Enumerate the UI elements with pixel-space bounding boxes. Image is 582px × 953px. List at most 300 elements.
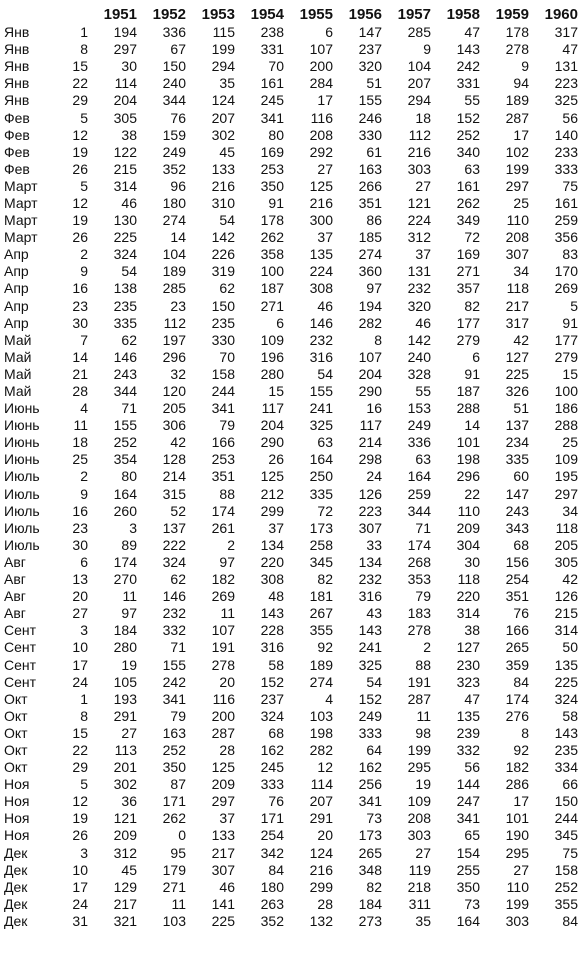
value-cell: 298: [358, 451, 382, 468]
value-cell: 198: [456, 451, 480, 468]
value-cell: 190: [505, 827, 529, 844]
month-cell: Окт: [4, 724, 28, 741]
value-cell: 43: [366, 605, 382, 622]
value-cell: 15: [268, 383, 284, 400]
value-cell: 25: [513, 194, 529, 211]
value-cell: 109: [260, 331, 284, 348]
value-cell: 305: [554, 553, 578, 570]
value-cell: 27: [513, 861, 529, 878]
value-cell: 232: [309, 331, 333, 348]
value-cell: 252: [113, 434, 137, 451]
value-cell: 299: [260, 502, 284, 519]
value-cell: 42: [562, 571, 578, 588]
value-cell: 141: [211, 895, 235, 912]
table-row: [4, 434, 578, 451]
value-cell: 37: [415, 246, 431, 263]
value-cell: 55: [464, 92, 480, 109]
value-cell: 17: [513, 793, 529, 810]
month-cell: Ноя: [4, 776, 30, 793]
value-cell: 91: [562, 314, 578, 331]
value-cell: 200: [309, 58, 333, 75]
value-cell: 306: [162, 417, 186, 434]
month-cell: Янв: [4, 58, 30, 75]
day-cell: 12: [72, 793, 88, 810]
value-cell: 50: [562, 639, 578, 656]
value-cell: 340: [456, 143, 480, 160]
value-cell: 37: [219, 810, 235, 827]
value-cell: 297: [211, 793, 235, 810]
value-cell: 161: [554, 194, 578, 211]
day-cell: 12: [72, 194, 88, 211]
value-cell: 333: [554, 160, 578, 177]
value-cell: 345: [309, 553, 333, 570]
value-cell: 143: [260, 605, 284, 622]
value-cell: 235: [554, 741, 578, 758]
value-cell: 150: [554, 793, 578, 810]
value-cell: 332: [162, 622, 186, 639]
value-cell: 11: [416, 707, 431, 724]
value-cell: 61: [366, 143, 382, 160]
value-cell: 265: [505, 639, 529, 656]
value-cell: 189: [505, 92, 529, 109]
month-cell: Авг: [4, 588, 26, 605]
value-cell: 92: [513, 741, 529, 758]
value-cell: 47: [464, 24, 480, 41]
value-cell: 71: [121, 400, 137, 417]
value-cell: 52: [170, 502, 186, 519]
value-cell: 9: [521, 58, 529, 75]
value-cell: 113: [114, 741, 137, 758]
value-cell: 132: [309, 912, 333, 929]
value-cell: 199: [211, 41, 235, 58]
value-cell: 97: [366, 280, 382, 297]
value-cell: 95: [170, 844, 186, 861]
day-cell: 10: [72, 639, 88, 656]
month-cell: Дек: [4, 844, 28, 861]
value-cell: 311: [408, 895, 431, 912]
value-cell: 67: [170, 41, 186, 58]
value-cell: 121: [113, 810, 137, 827]
value-cell: 345: [554, 827, 578, 844]
value-cell: 315: [162, 485, 186, 502]
table-row: [4, 622, 578, 639]
value-cell: 216: [309, 194, 333, 211]
value-cell: 341: [211, 400, 235, 417]
day-cell: 8: [80, 707, 88, 724]
value-cell: 308: [309, 280, 333, 297]
value-cell: 320: [407, 297, 431, 314]
table-row: [4, 520, 578, 537]
value-cell: 79: [415, 588, 431, 605]
value-cell: 343: [505, 519, 529, 536]
value-cell: 259: [554, 212, 578, 229]
month-cell: Апр: [4, 297, 29, 314]
value-cell: 5: [570, 297, 578, 314]
value-cell: 194: [113, 24, 137, 41]
value-cell: 155: [309, 383, 333, 400]
month-cell: Янв: [4, 24, 30, 41]
value-cell: 70: [219, 348, 235, 365]
value-cell: 243: [505, 502, 529, 519]
table-row: [4, 793, 578, 810]
value-cell: 212: [260, 485, 284, 502]
value-cell: 220: [260, 553, 284, 570]
table-row: [4, 400, 578, 417]
value-cell: 71: [170, 639, 186, 656]
day-cell: 25: [72, 451, 88, 468]
value-cell: 326: [505, 383, 529, 400]
table-body: [4, 24, 578, 930]
value-cell: 267: [309, 605, 333, 622]
value-cell: 114: [310, 776, 333, 793]
value-cell: 350: [456, 878, 480, 895]
value-cell: 76: [513, 605, 529, 622]
year-column-header: 1960: [544, 5, 578, 23]
value-cell: 143: [554, 724, 578, 741]
value-cell: 16: [366, 400, 382, 417]
table-row: [4, 161, 578, 178]
table-row: [4, 349, 578, 366]
month-cell: Окт: [4, 741, 28, 758]
value-cell: 297: [505, 177, 529, 194]
table-row: [4, 366, 578, 383]
value-cell: 278: [211, 656, 235, 673]
value-cell: 155: [358, 92, 382, 109]
value-cell: 124: [211, 92, 235, 109]
value-cell: 173: [309, 519, 333, 536]
value-cell: 91: [268, 194, 284, 211]
value-cell: 56: [464, 759, 480, 776]
value-cell: 166: [505, 622, 529, 639]
table-row: [4, 24, 578, 41]
value-cell: 32: [170, 365, 186, 382]
value-cell: 249: [358, 707, 382, 724]
value-cell: 161: [456, 177, 480, 194]
table-row: [4, 58, 578, 75]
value-cell: 164: [113, 485, 137, 502]
value-cell: 242: [456, 58, 480, 75]
day-cell: 22: [72, 75, 88, 92]
value-cell: 76: [268, 793, 284, 810]
value-cell: 17: [513, 126, 529, 143]
month-cell: Июль: [4, 536, 40, 553]
value-cell: 324: [162, 553, 186, 570]
month-cell: Окт: [4, 707, 28, 724]
table-row: [4, 178, 578, 195]
value-cell: 220: [456, 588, 480, 605]
value-cell: 359: [505, 656, 529, 673]
day-cell: 17: [72, 656, 88, 673]
day-cell: 24: [72, 895, 88, 912]
value-cell: 240: [162, 75, 186, 92]
value-cell: 87: [170, 776, 186, 793]
table-row: [4, 451, 578, 468]
value-cell: 344: [407, 502, 431, 519]
value-cell: 37: [268, 519, 284, 536]
value-cell: 200: [211, 707, 235, 724]
value-cell: 158: [211, 365, 235, 382]
value-cell: 282: [358, 314, 382, 331]
table-row: [4, 554, 578, 571]
value-cell: 104: [407, 58, 431, 75]
value-cell: 271: [456, 263, 480, 280]
value-cell: 155: [162, 656, 186, 673]
value-cell: 320: [358, 58, 382, 75]
value-cell: 150: [162, 58, 186, 75]
month-cell: Март: [4, 194, 38, 211]
month-cell: Фев: [4, 143, 30, 160]
value-cell: 204: [113, 92, 137, 109]
value-cell: 22: [464, 485, 480, 502]
value-cell: 71: [415, 519, 431, 536]
value-cell: 273: [358, 912, 382, 929]
value-cell: 14: [170, 229, 186, 246]
value-cell: 178: [260, 212, 284, 229]
value-cell: 107: [211, 622, 235, 639]
value-cell: 296: [162, 348, 186, 365]
day-cell: 28: [72, 383, 88, 400]
year-column-header: 1957: [397, 5, 431, 23]
month-cell: Июль: [4, 502, 40, 519]
value-cell: 290: [358, 383, 382, 400]
value-cell: 224: [407, 212, 431, 229]
value-cell: 162: [358, 759, 382, 776]
value-cell: 47: [562, 41, 578, 58]
value-cell: 177: [554, 331, 578, 348]
month-cell: Фев: [4, 126, 30, 143]
value-cell: 35: [415, 912, 431, 929]
value-cell: 303: [407, 827, 431, 844]
value-cell: 46: [121, 194, 137, 211]
value-cell: 65: [464, 827, 480, 844]
table-row: [4, 776, 578, 793]
day-cell: 8: [80, 41, 88, 58]
value-cell: 118: [555, 519, 578, 536]
day-cell: 21: [72, 365, 88, 382]
value-cell: 331: [456, 75, 480, 92]
day-cell: 10: [72, 861, 88, 878]
value-cell: 230: [456, 656, 480, 673]
value-cell: 196: [260, 348, 284, 365]
value-cell: 56: [562, 109, 578, 126]
day-cell: 6: [80, 553, 88, 570]
value-cell: 307: [211, 861, 235, 878]
value-cell: 38: [121, 126, 137, 143]
value-cell: 252: [456, 126, 480, 143]
value-cell: 125: [260, 468, 284, 485]
value-cell: 37: [317, 229, 333, 246]
value-cell: 121: [407, 194, 431, 211]
value-cell: 336: [162, 24, 186, 41]
value-cell: 307: [505, 246, 529, 263]
table-row: [4, 605, 578, 622]
table-row: [4, 656, 578, 673]
value-cell: 278: [505, 41, 529, 58]
value-cell: 303: [505, 912, 529, 929]
value-cell: 233: [554, 143, 578, 160]
value-cell: 163: [162, 724, 186, 741]
year-column-header: 1955: [299, 5, 333, 23]
value-cell: 216: [309, 861, 333, 878]
value-cell: 317: [505, 314, 529, 331]
month-cell: Май: [4, 383, 32, 400]
value-cell: 60: [513, 468, 529, 485]
value-cell: 36: [121, 793, 137, 810]
table-row: [4, 810, 578, 827]
value-cell: 146: [309, 314, 333, 331]
month-cell: Июнь: [4, 417, 40, 434]
value-cell: 223: [358, 502, 382, 519]
month-cell: Дек: [4, 895, 28, 912]
value-cell: 184: [113, 622, 137, 639]
value-cell: 302: [211, 126, 235, 143]
value-cell: 279: [456, 331, 480, 348]
day-cell: 24: [72, 673, 88, 690]
value-cell: 88: [415, 656, 431, 673]
month-cell: Июнь: [4, 451, 40, 468]
value-cell: 285: [407, 24, 431, 41]
value-cell: 302: [113, 776, 137, 793]
value-cell: 288: [554, 417, 578, 434]
value-cell: 18: [415, 109, 431, 126]
value-cell: 68: [513, 536, 529, 553]
value-cell: 11: [171, 895, 186, 912]
value-cell: 204: [260, 417, 284, 434]
value-cell: 284: [309, 75, 333, 92]
value-cell: 2: [423, 639, 431, 656]
value-cell: 290: [260, 434, 284, 451]
value-cell: 171: [260, 810, 284, 827]
value-cell: 324: [554, 690, 578, 707]
value-cell: 279: [554, 348, 578, 365]
value-cell: 333: [260, 776, 284, 793]
day-cell: 9: [80, 485, 88, 502]
value-cell: 187: [260, 280, 284, 297]
month-cell: Март: [4, 177, 38, 194]
value-cell: 34: [562, 502, 578, 519]
value-cell: 27: [121, 724, 137, 741]
value-cell: 9: [423, 41, 431, 58]
month-cell: Ноя: [4, 793, 30, 810]
value-cell: 125: [309, 177, 333, 194]
value-cell: 261: [211, 519, 235, 536]
day-cell: 22: [72, 741, 88, 758]
value-cell: 249: [407, 417, 431, 434]
value-cell: 262: [260, 229, 284, 246]
value-cell: 24: [366, 468, 382, 485]
month-cell: Ноя: [4, 827, 30, 844]
value-cell: 2: [227, 536, 235, 553]
value-cell: 146: [162, 588, 186, 605]
value-cell: 131: [407, 263, 431, 280]
value-cell: 263: [260, 895, 284, 912]
value-cell: 352: [162, 160, 186, 177]
month-cell: Сент: [4, 639, 37, 656]
value-cell: 109: [407, 793, 431, 810]
value-cell: 138: [113, 280, 137, 297]
value-cell: 324: [113, 246, 137, 263]
month-cell: Сент: [4, 622, 37, 639]
value-cell: 239: [456, 724, 480, 741]
value-cell: 147: [505, 485, 529, 502]
table-row: [4, 503, 578, 520]
value-cell: 28: [219, 741, 235, 758]
value-cell: 321: [113, 912, 137, 929]
value-cell: 134: [260, 536, 284, 553]
value-cell: 112: [163, 314, 186, 331]
value-cell: 54: [121, 263, 137, 280]
value-cell: 180: [260, 878, 284, 895]
day-cell: 26: [72, 229, 88, 246]
value-cell: 114: [114, 75, 137, 92]
value-cell: 171: [162, 793, 186, 810]
value-cell: 225: [211, 912, 235, 929]
value-cell: 208: [407, 810, 431, 827]
value-cell: 218: [407, 878, 431, 895]
value-cell: 358: [260, 246, 284, 263]
value-cell: 316: [260, 639, 284, 656]
value-cell: 274: [358, 246, 382, 263]
value-cell: 79: [170, 707, 186, 724]
value-cell: 20: [219, 673, 235, 690]
value-cell: 312: [407, 229, 431, 246]
value-cell: 164: [309, 451, 333, 468]
value-cell: 357: [456, 280, 480, 297]
table-row: [4, 691, 578, 708]
value-cell: 224: [309, 263, 333, 280]
day-cell: 2: [80, 246, 88, 263]
value-cell: 84: [562, 912, 578, 929]
value-cell: 135: [309, 246, 333, 263]
value-cell: 237: [358, 41, 382, 58]
value-cell: 237: [260, 690, 284, 707]
value-cell: 250: [309, 468, 333, 485]
day-cell: 16: [72, 280, 88, 297]
value-cell: 134: [358, 553, 382, 570]
value-cell: 336: [407, 434, 431, 451]
month-cell: Окт: [4, 759, 28, 776]
value-cell: 152: [260, 673, 284, 690]
value-cell: 153: [407, 400, 431, 417]
table-row: [4, 127, 578, 144]
value-cell: 323: [456, 673, 480, 690]
day-cell: 26: [72, 160, 88, 177]
value-cell: 38: [464, 622, 480, 639]
day-cell: 29: [72, 759, 88, 776]
value-cell: 312: [113, 844, 137, 861]
table-row: [4, 879, 578, 896]
table-header: [4, 4, 578, 24]
value-cell: 215: [113, 160, 137, 177]
value-cell: 332: [456, 741, 480, 758]
value-cell: 325: [309, 417, 333, 434]
month-cell: Фев: [4, 109, 30, 126]
value-cell: 84: [268, 861, 284, 878]
day-cell: 18: [72, 434, 88, 451]
table-row: [4, 742, 578, 759]
value-cell: 143: [358, 622, 382, 639]
value-cell: 3: [129, 519, 137, 536]
value-cell: 186: [554, 400, 578, 417]
day-cell: 5: [80, 177, 88, 194]
year-column-header: 1958: [446, 5, 480, 23]
value-cell: 14: [464, 417, 480, 434]
value-cell: 164: [407, 468, 431, 485]
data-table: [4, 4, 578, 930]
value-cell: 137: [505, 417, 529, 434]
value-cell: 152: [456, 109, 480, 126]
value-cell: 199: [407, 741, 431, 758]
